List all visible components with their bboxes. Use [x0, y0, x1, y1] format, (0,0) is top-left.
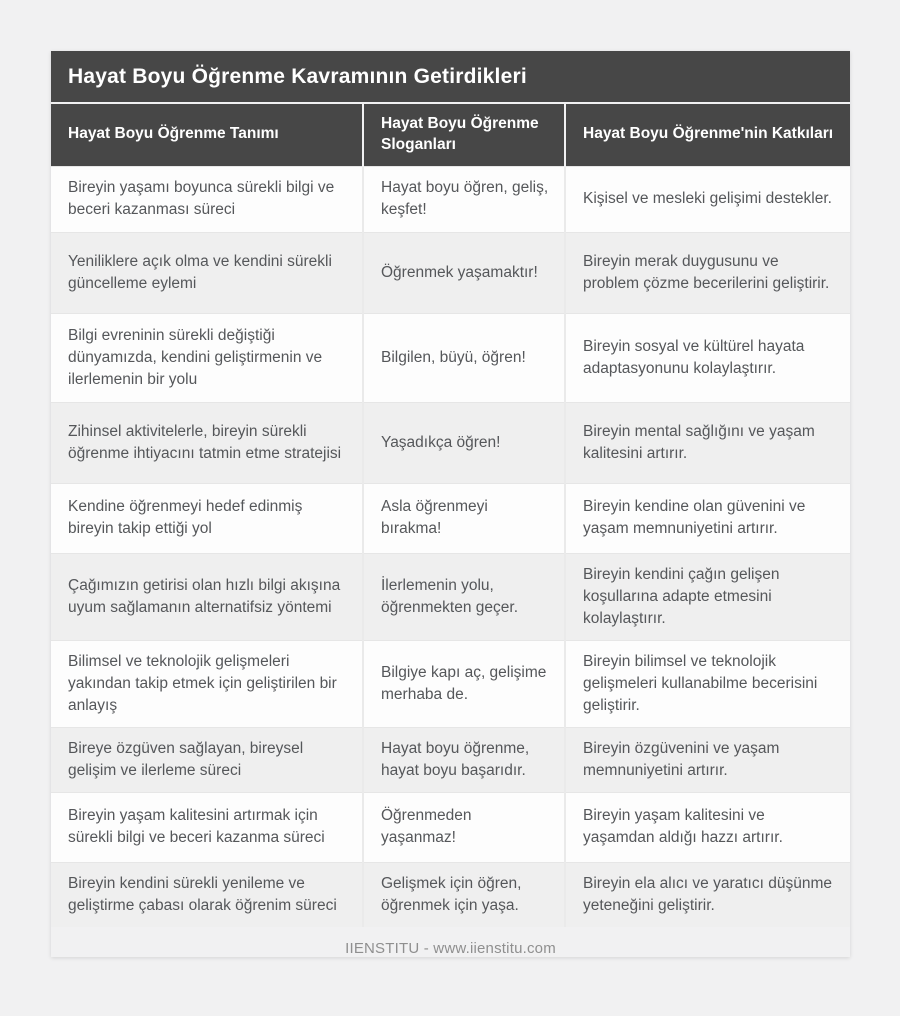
- cell-contribution: Bireyin yaşam kalitesini ve yaşamdan aldığı hazzı artırır.: [565, 792, 850, 862]
- cell-slogan: Asla öğrenmeyi bırakma!: [363, 483, 565, 553]
- table-row: [51, 313, 850, 402]
- cell-slogan: İlerlemenin yolu, öğrenmekten geçer.: [363, 553, 565, 640]
- table-row: [51, 862, 850, 927]
- column-header-definition: Hayat Boyu Öğrenme Tanımı: [51, 104, 363, 166]
- cell-slogan: Öğrenmeden yaşanmaz!: [363, 792, 565, 862]
- cell-definition: Kendine öğrenmeyi hedef edinmiş bireyin takip ettiği yol: [51, 483, 363, 553]
- cell-slogan: Hayat boyu öğrenme, hayat boyu başarıdır.: [363, 727, 565, 792]
- cell-contribution: Bireyin kendine olan güvenini ve yaşam memnuniyetini artırır.: [565, 483, 850, 553]
- cell-slogan: Bilgiye kapı aç, gelişime merhaba de.: [363, 640, 565, 727]
- cell-definition: Zihinsel aktivitelerle, bireyin sürekli öğrenme ihtiyacını tatmin etme stratejisi: [51, 402, 363, 483]
- cell-definition: Yeniliklere açık olma ve kendini sürekli güncelleme eylemi: [51, 232, 363, 313]
- cell-slogan: Hayat boyu öğren, geliş, keşfet!: [363, 166, 565, 232]
- learning-table-card: [51, 51, 850, 957]
- page-title: Hayat Boyu Öğrenme Kavramının Getirdikleri: [51, 51, 850, 104]
- cell-definition: Bilgi evreninin sürekli değiştiği dünyamızda, kendini geliştirmenin ve ilerlemenin bir yolu: [51, 313, 363, 402]
- table-row: [51, 483, 850, 553]
- footer-credit: IIENSTITU - www.iienstitu.com: [345, 940, 556, 957]
- lifelong-learning-table: [51, 104, 850, 927]
- cell-definition: Bireyin yaşam kalitesini artırmak için sürekli bilgi ve beceri kazanma süreci: [51, 792, 363, 862]
- cell-contribution: Bireyin kendini çağın gelişen koşullarına adapte etmesini kolaylaştırır.: [565, 553, 850, 640]
- table-body: [51, 166, 850, 927]
- cell-contribution: Kişisel ve mesleki gelişimi destekler.: [565, 166, 850, 232]
- cell-definition: Bilimsel ve teknolojik gelişmeleri yakından takip etmek için geliştirilen bir anlayış: [51, 640, 363, 727]
- cell-contribution: Bireyin merak duygusunu ve problem çözme becerilerini geliştirir.: [565, 232, 850, 313]
- cell-slogan: Gelişmek için öğren, öğrenmek için yaşa.: [363, 862, 565, 927]
- cell-definition: Bireyin yaşamı boyunca sürekli bilgi ve beceri kazanması süreci: [51, 166, 363, 232]
- column-header-contributions: Hayat Boyu Öğrenme'nin Katkıları: [565, 104, 850, 166]
- cell-contribution: Bireyin ela alıcı ve yaratıcı düşünme yeteneğini geliştirir.: [565, 862, 850, 927]
- table-header: [51, 104, 850, 166]
- cell-slogan: Bilgilen, büyü, öğren!: [363, 313, 565, 402]
- table-row: [51, 232, 850, 313]
- cell-contribution: Bireyin sosyal ve kültürel hayata adaptasyonunu kolaylaştırır.: [565, 313, 850, 402]
- cell-contribution: Bireyin mental sağlığını ve yaşam kalitesini artırır.: [565, 402, 850, 483]
- table-row: [51, 402, 850, 483]
- table-row: [51, 553, 850, 640]
- table-row: [51, 792, 850, 862]
- cell-definition: Çağımızın getirisi olan hızlı bilgi akışına uyum sağlamanın alternatifsiz yöntemi: [51, 553, 363, 640]
- cell-definition: Bireye özgüven sağlayan, bireysel gelişim ve ilerleme süreci: [51, 727, 363, 792]
- cell-slogan: Yaşadıkça öğren!: [363, 402, 565, 483]
- header-row: [51, 104, 850, 166]
- table-row: [51, 166, 850, 232]
- column-header-slogans: Hayat Boyu Öğrenme Sloganları: [363, 104, 565, 166]
- cell-contribution: Bireyin bilimsel ve teknolojik gelişmeleri kullanabilme becerisini geliştirir.: [565, 640, 850, 727]
- cell-contribution: Bireyin özgüvenini ve yaşam memnuniyetini artırır.: [565, 727, 850, 792]
- table-row: [51, 640, 850, 727]
- cell-slogan: Öğrenmek yaşamaktır!: [363, 232, 565, 313]
- cell-definition: Bireyin kendini sürekli yenileme ve geliştirme çabası olarak öğrenim süreci: [51, 862, 363, 927]
- table-row: [51, 727, 850, 792]
